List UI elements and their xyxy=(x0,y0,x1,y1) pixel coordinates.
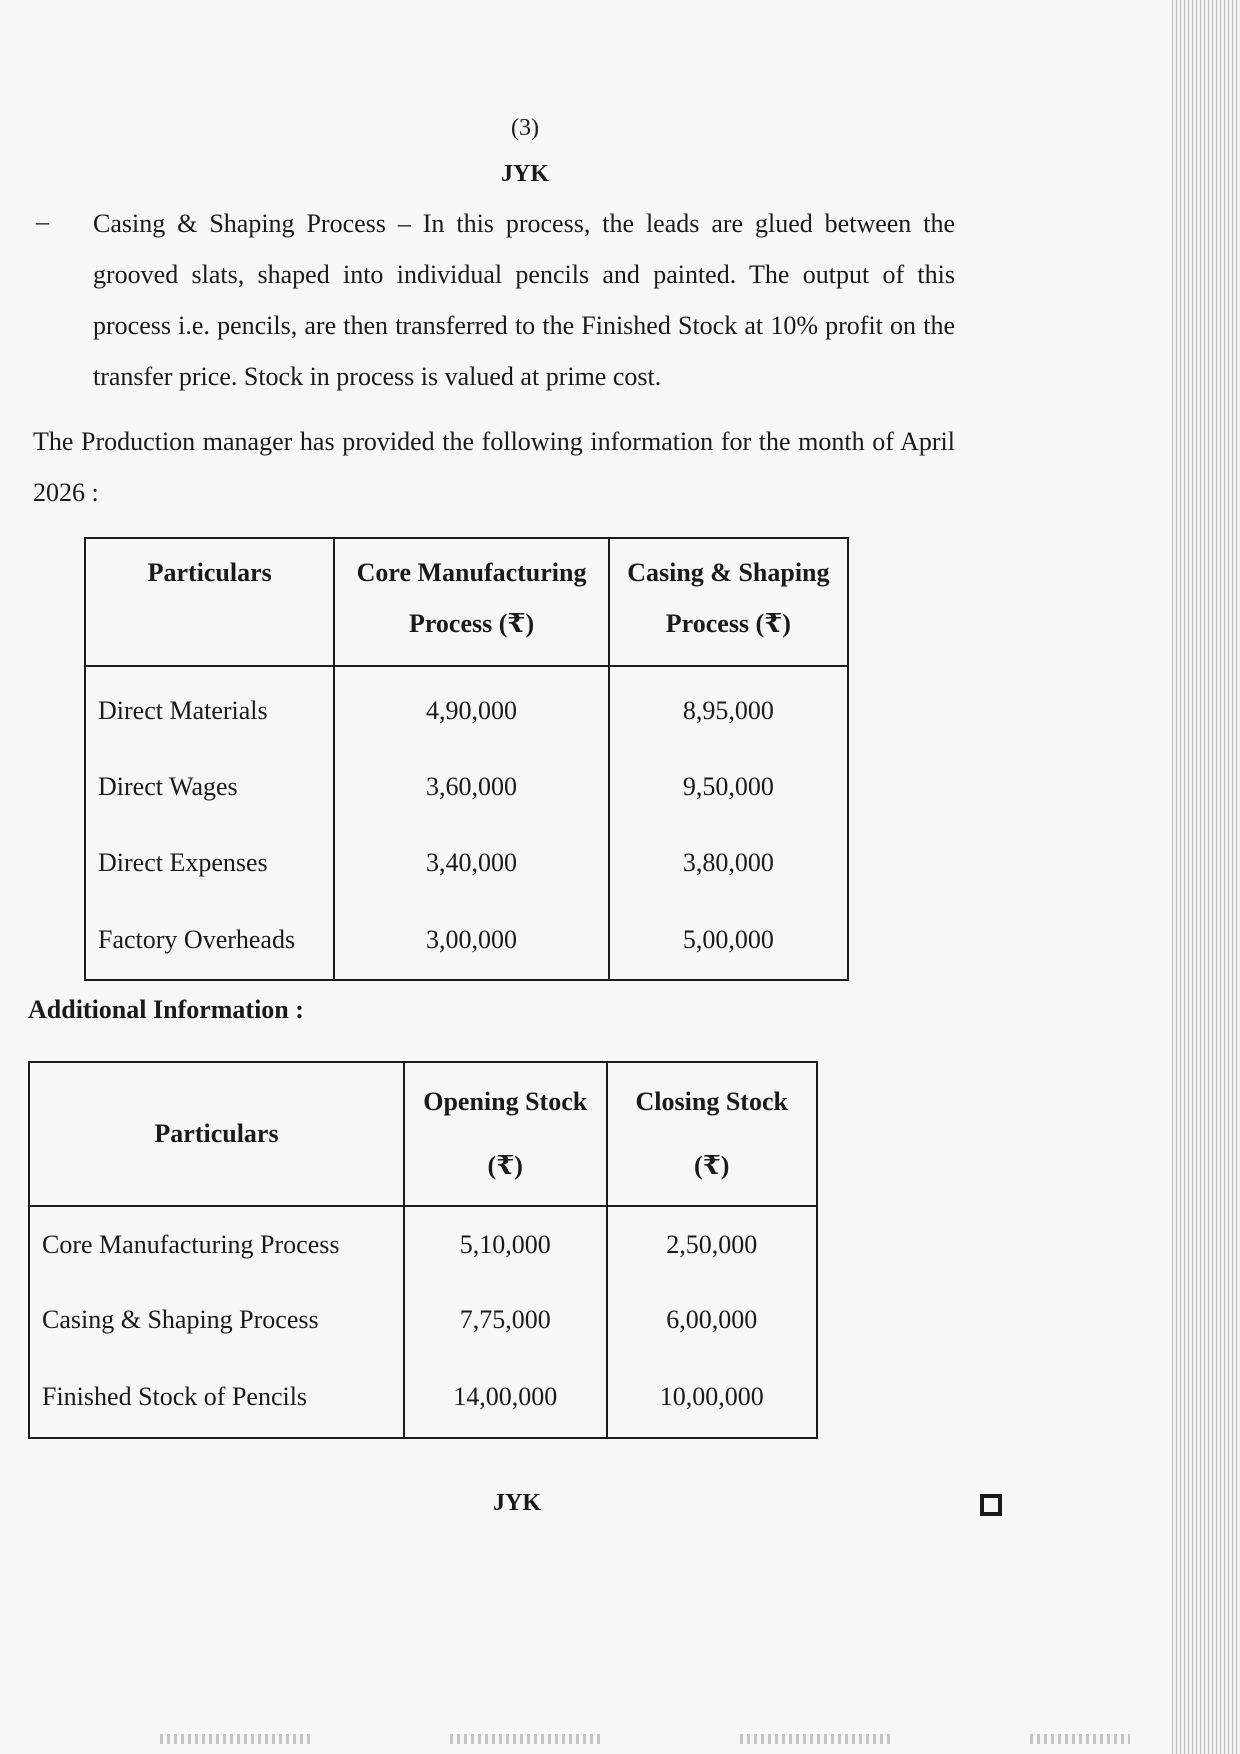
table-header-row xyxy=(29,1062,817,1206)
header-opening-line1: Opening Stock xyxy=(423,1087,588,1116)
table-row xyxy=(85,666,848,749)
casing-value: 8,95,000 xyxy=(609,666,848,749)
opening-value: 5,10,000 xyxy=(404,1206,607,1282)
table-row xyxy=(29,1206,817,1282)
stock-table xyxy=(28,1061,818,1439)
process-cost-table xyxy=(84,537,849,981)
table-row xyxy=(85,825,848,901)
row-label: Factory Overheads xyxy=(85,901,334,980)
opening-value: 14,00,000 xyxy=(404,1357,607,1438)
table-row xyxy=(29,1282,817,1357)
table-row xyxy=(85,749,848,825)
scan-noise xyxy=(1030,1734,1130,1744)
header-core-line1: Core Manufacturing xyxy=(356,558,587,587)
header-particulars-text: Particulars xyxy=(147,558,272,587)
core-value: 3,40,000 xyxy=(334,825,608,901)
row-label: Direct Wages xyxy=(85,749,334,825)
header-casing-line2: Process (₹) xyxy=(665,609,791,638)
header-particulars xyxy=(29,1062,404,1206)
row-label: Finished Stock of Pencils xyxy=(29,1357,404,1438)
table-row xyxy=(85,901,848,980)
intro-paragraph: The Production manager has provided the following information for the month of April 2026 : xyxy=(33,427,955,507)
core-value: 4,90,000 xyxy=(334,666,608,749)
bullet-dash: – xyxy=(36,207,49,236)
end-square-icon xyxy=(980,1494,1002,1516)
opening-value: 7,75,000 xyxy=(404,1282,607,1357)
header-core-process xyxy=(334,538,608,666)
header-casing-line1: Casing & Shaping xyxy=(627,558,830,587)
row-label: Direct Expenses xyxy=(85,825,334,901)
footer-code: JYK xyxy=(493,1490,541,1516)
header-particulars-text: Particulars xyxy=(154,1119,279,1148)
scan-noise xyxy=(450,1734,600,1744)
scanner-edge-strip xyxy=(1172,0,1240,1754)
additional-info-heading: Additional Information : xyxy=(28,995,304,1024)
header-core-line2: Process (₹) xyxy=(408,609,535,638)
header-casing-process xyxy=(609,538,848,666)
row-label: Direct Materials xyxy=(85,666,334,749)
scan-noise xyxy=(740,1734,890,1744)
core-value: 3,60,000 xyxy=(334,749,608,825)
closing-value: 2,50,000 xyxy=(607,1206,818,1282)
header-particulars xyxy=(85,538,334,666)
header-closing-line2: (₹) xyxy=(694,1151,730,1180)
header-opening-line2: (₹) xyxy=(487,1151,523,1180)
closing-value: 6,00,000 xyxy=(607,1282,818,1357)
header-code: JYK xyxy=(501,161,549,187)
page-number: (3) xyxy=(511,115,539,141)
closing-value: 10,00,000 xyxy=(607,1357,818,1438)
core-value: 3,00,000 xyxy=(334,901,608,980)
row-label: Casing & Shaping Process xyxy=(29,1282,404,1357)
table-header-row xyxy=(85,538,848,666)
casing-value: 5,00,000 xyxy=(609,901,848,980)
row-label: Core Manufacturing Process xyxy=(29,1206,404,1282)
scan-noise xyxy=(160,1734,310,1744)
table-row xyxy=(29,1357,817,1438)
casing-process-paragraph: Casing & Shaping Process – In this process, the leads are glued between the grooved slats, shaped into individual pencils and painted. The output of this process i.e. pencils, are then transferred to the Finished Stock at 10% profit on the transfer price. Stock in process is valued at prime cost. xyxy=(93,209,955,391)
casing-value: 9,50,000 xyxy=(609,749,848,825)
header-opening-stock xyxy=(404,1062,607,1206)
header-closing-stock xyxy=(607,1062,818,1206)
casing-value: 3,80,000 xyxy=(609,825,848,901)
header-closing-line1: Closing Stock xyxy=(635,1087,788,1116)
